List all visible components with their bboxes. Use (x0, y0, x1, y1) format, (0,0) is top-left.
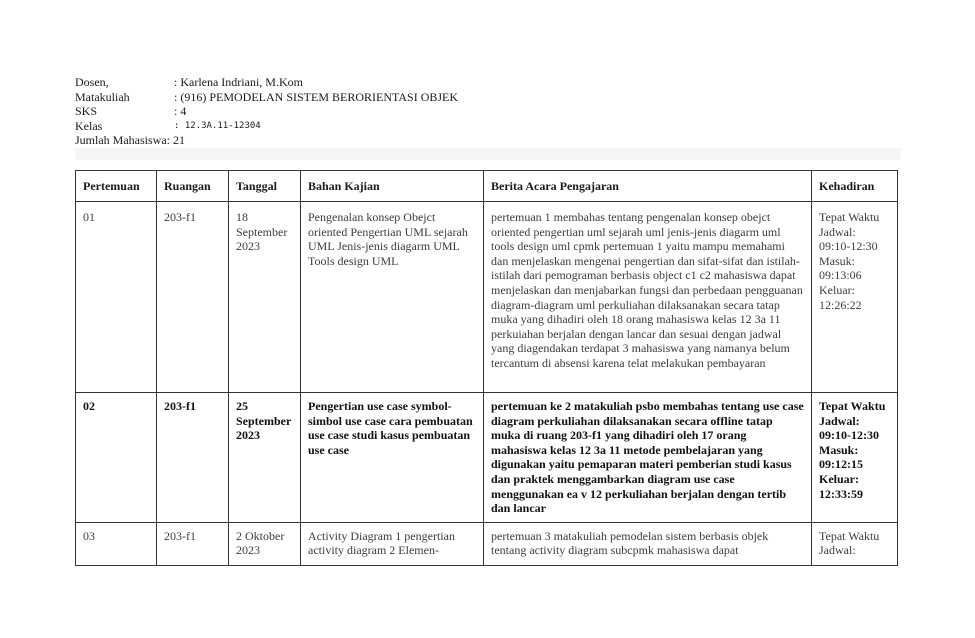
pertemuan-cell: 01 (76, 202, 157, 393)
tanggal-cell: 2 Oktober 2023 (229, 522, 301, 565)
tanggal-cell: 18 September 2023 (229, 202, 301, 393)
sks-row (75, 104, 458, 119)
kehadiran-jadwal: 09:10-12:30 (819, 428, 879, 443)
sks-value: : 4 (174, 104, 187, 119)
kehadiran-status: Tepat Waktu (819, 210, 880, 224)
jumlah-value: : 21 (166, 133, 185, 148)
pertemuan-cell: 03 (76, 522, 157, 565)
col-header-ruangan: Ruangan (157, 171, 229, 202)
kehadiran-jadwal-label: Jadwal: (819, 543, 856, 558)
course-info (75, 75, 458, 148)
table-header-row (76, 171, 898, 202)
kehadiran-keluar: 12:33:59 (819, 486, 863, 501)
section-divider (75, 148, 901, 160)
pertemuan-cell: 02 (76, 393, 157, 523)
kehadiran-jadwal-label: Jadwal: (819, 224, 856, 239)
kehadiran-keluar-label: Keluar: (819, 282, 855, 297)
table-row (76, 522, 898, 565)
matakuliah-value: : (916) PEMODELAN SISTEM BERORIENTASI OBJEK (174, 89, 459, 104)
berita-acara-cell: pertemuan ke 2 matakuliah psbo membahas tentang use case diagram perkuliahan dilaksanakan secara offline tatap muka di ruang 203-f1 yang dihadiri oleh 17 orang mahasiswa kelas 12 3a 11 metode pembelajaran yang digunakan yaitu pemaparan materi pemberian studi kasus dan praktek menggambarkan diagram use case menggunakan ea v 12 perkuliahan berjalan dengan tertib dan lancar (484, 393, 812, 523)
matakuliah-row (75, 90, 458, 105)
kehadiran-cell (812, 202, 898, 393)
kehadiran-masuk: 09:12:15 (819, 457, 863, 472)
kehadiran-status: Tepat Waktu (819, 528, 880, 543)
col-header-tanggal: Tanggal (229, 171, 301, 202)
dosen-value: : Karlena Indriani, M.Kom (174, 75, 303, 89)
kehadiran-masuk: 09:13:06 (819, 268, 862, 283)
ruangan-cell: 203-f1 (157, 522, 229, 565)
kehadiran-masuk-label: Masuk: (819, 253, 855, 268)
kehadiran-keluar: 12:26:22 (819, 297, 862, 312)
ruangan-cell: 203-f1 (157, 393, 229, 523)
kelas-label: Kelas (75, 118, 103, 133)
jumlah-row (75, 133, 458, 148)
dosen-label: Dosen, (75, 75, 109, 89)
col-header-berita-acara: Berita Acara Pengajaran (484, 171, 812, 202)
ruangan-cell: 203-f1 (157, 202, 229, 393)
kehadiran-jadwal-label: Jadwal: (819, 413, 860, 428)
kehadiran-cell (812, 393, 898, 523)
kehadiran-masuk-label: Masuk: (819, 442, 859, 457)
tanggal-cell: 25 September 2023 (229, 393, 301, 523)
jumlah-label: Jumlah Mahasiswa (75, 133, 167, 148)
kehadiran-status: Tepat Waktu (819, 399, 886, 413)
col-header-pertemuan: Pertemuan (76, 171, 157, 202)
bahan-kajian-cell: Activity Diagram 1 pengertian activity diagram 2 Elemen- (301, 522, 484, 565)
table-row (76, 202, 898, 393)
kehadiran-keluar-label: Keluar: (819, 471, 859, 486)
attendance-table (75, 170, 898, 566)
matakuliah-label: Matakuliah (75, 89, 130, 104)
dosen-row (75, 75, 458, 90)
berita-acara-cell: pertemuan 3 matakuliah pemodelan sistem berbasis objek tentang activity diagram subcpmk mahasiswa dapat (484, 522, 812, 565)
table-row (76, 393, 898, 523)
kehadiran-jadwal: 09:10-12:30 (819, 239, 878, 254)
col-header-bahan-kajian: Bahan Kajian (301, 171, 484, 202)
bahan-kajian-cell: Pengertian use case symbol-simbol use case cara pembuatan use case studi kasus pembuatan use case (301, 393, 484, 523)
bahan-kajian-cell: Pengenalan konsep Obejct oriented Pengertian UML sejarah UML Jenis-jenis diagarm UML Tools design UML (301, 202, 484, 393)
kehadiran-cell (812, 522, 898, 565)
kelas-row (75, 119, 458, 134)
berita-acara-cell: pertemuan 1 membahas tentang pengenalan konsep obejct oriented pengertian uml sejarah uml jenis-jenis diagarm uml tools design uml cpmk pertemuan 1 yaitu mampu memahami dan menjelaskan mengenai pengertian dan sifat-sifat dan istilah-istilah dari pemograman berbasis object c1 c2 mahasiswa dapat menjelaskan dan menjabarkan fungsi dan perbedaan pengguanan diagram-diagram uml perkuliahan dilaksanakan secara tatap muka yang dihadiri oleh 18 orang mahasiswa kelas 12 3a 11 perkuiahan berjalan dengan lancar dan sesuai dengan jadwal yang diagendakan terdapat 3 mahasiswa yang namanya belum tercantum di absensi karena telat melakukan pembayaran (484, 202, 812, 393)
col-header-kehadiran: Kehadiran (812, 171, 898, 202)
sks-label: SKS (75, 104, 98, 119)
kelas-value: : 12.3A.11-12304 (174, 120, 261, 131)
